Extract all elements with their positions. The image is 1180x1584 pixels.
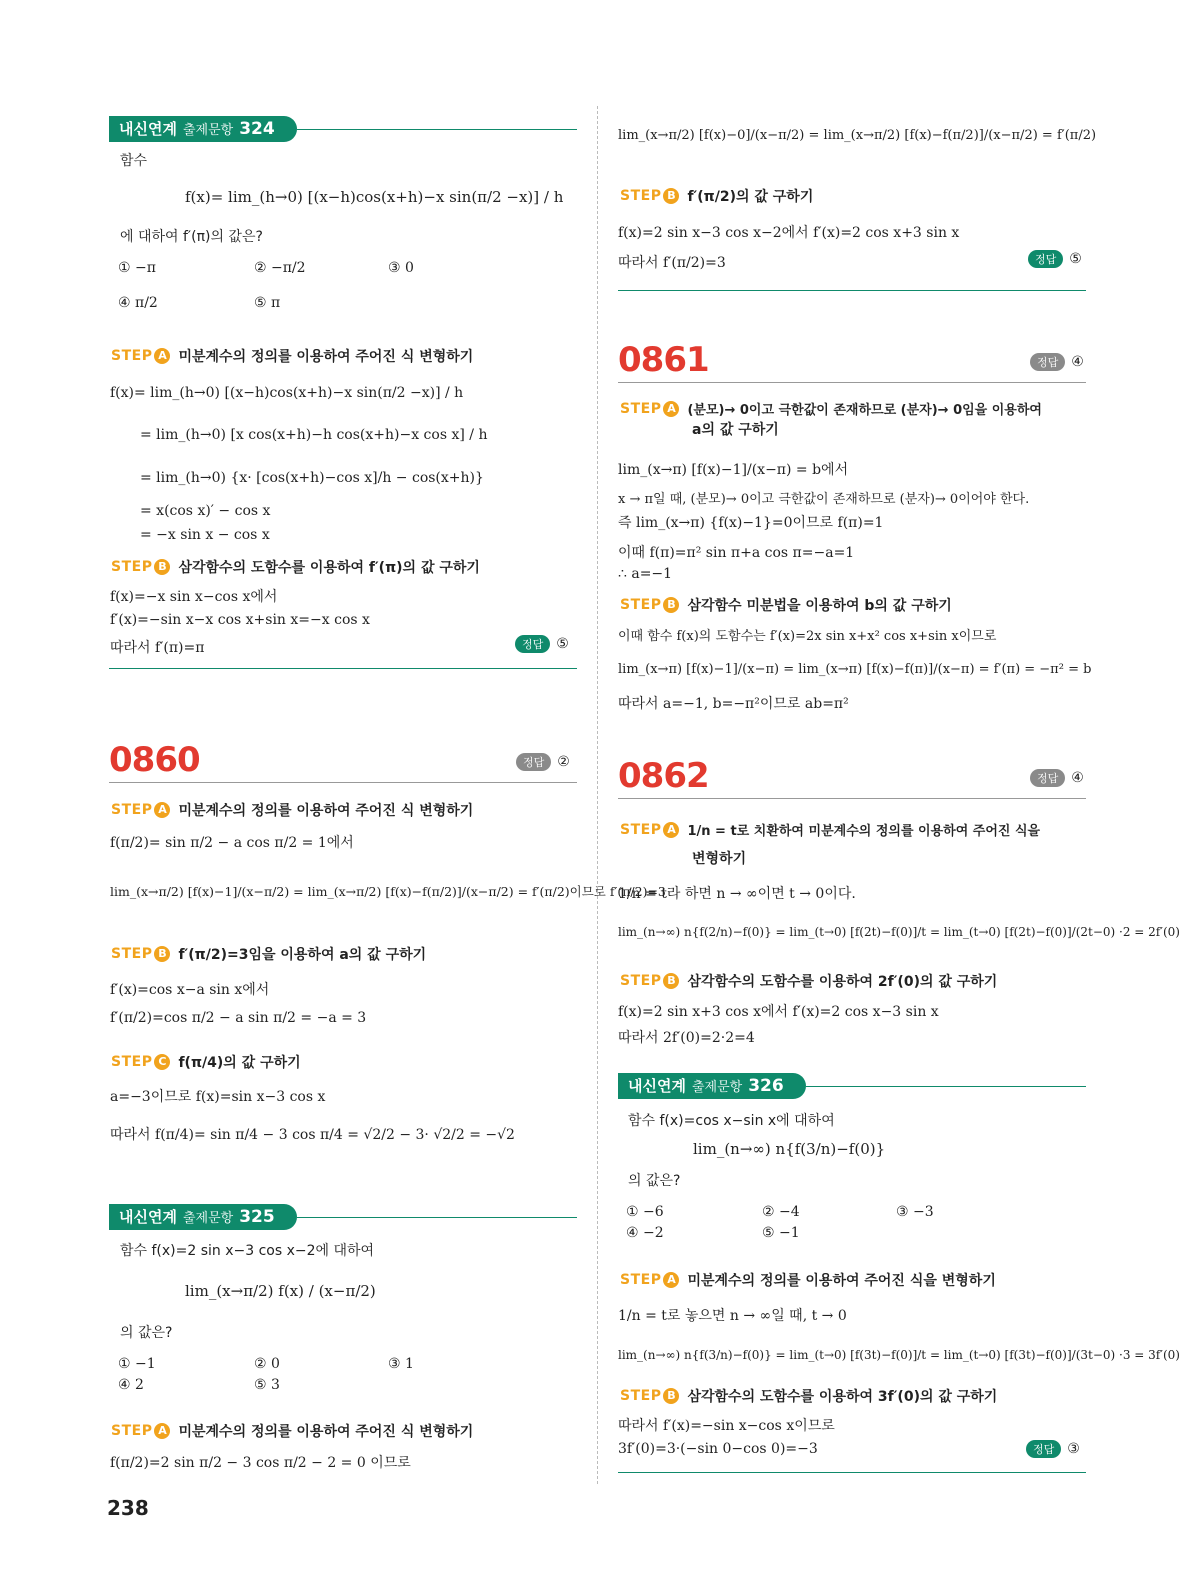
step-title: f′(π/2)의 값 구하기 (687, 189, 814, 205)
step-title: 1/n = t로 치환하여 미분계수의 정의를 이용하여 주어진 식을 (687, 824, 1041, 839)
choice-5[interactable]: ⑤ −1 (762, 1225, 800, 1241)
choice-3[interactable]: ③ 1 (388, 1356, 414, 1372)
answer-value: ② (557, 754, 570, 770)
solution-line: lim_(x→π/2) [f(x)−0]/(x−π/2) = lim_(x→π/2) [f(x)−f(π/2)]/(x−π/2) = f′(π/2) (618, 128, 1097, 143)
solution-line: = −x sin x − cos x (140, 527, 270, 543)
question-text: 함수 (120, 153, 148, 169)
banner-rule (806, 1086, 1086, 1087)
problem-326-banner (618, 1073, 1086, 1099)
step-badge: B (663, 597, 679, 613)
question-text: 함수 f(x)=cos x−sin x에 대하여 (628, 1113, 835, 1129)
banner-title: 내신연계 (119, 1208, 177, 1226)
banner-rule (297, 1217, 577, 1218)
solution-line: f(x)=2 sin x−3 cos x−2에서 f′(x)=2 cos x+3 sin x (618, 225, 960, 241)
question-formula: lim_(x→π/2) f(x) / (x−π/2) (185, 1282, 376, 1300)
step-b-heading: STEP B 삼각함수의 도함수를 이용하여 f′(π)의 값 구하기 (111, 559, 480, 576)
solution-line: a=−3이므로 f(x)=sin x−3 cos x (110, 1089, 326, 1105)
choice-2[interactable]: ② 0 (254, 1356, 280, 1372)
step-title: (분모)→ 0이고 극한값이 존재하므로 (분자)→ 0임을 이용하여 (687, 403, 1042, 418)
problem-rule (109, 782, 577, 783)
answer-value: ③ (1067, 1441, 1080, 1457)
step-b-heading: STEP B f′(π/2)=3임을 이용하여 a의 값 구하기 (111, 946, 427, 963)
answer-badge (1030, 769, 1084, 787)
answer-label: 정답 (1026, 1440, 1061, 1458)
step-title-continued: 변형하기 (692, 851, 747, 867)
solution-line: f′(x)=cos x−a sin x에서 (110, 982, 270, 998)
answer-value: ⑤ (1069, 251, 1082, 267)
solution-line: lim_(n→∞) n{f(2/n)−f(0)} = lim_(t→0) [f(2t)−f(0)]/t = lim_(t→0) [f(2t)−f(0)]/(2t−0) ·2 = 2f′(0) (618, 925, 1180, 939)
problem-rule (618, 798, 1086, 799)
banner-subtitle: 출제문항 (182, 123, 234, 138)
answer-badge (1028, 250, 1082, 268)
step-badge: A (663, 822, 679, 838)
step-title-continued: a의 값 구하기 (692, 422, 779, 438)
choice-1[interactable]: ① −π (118, 260, 156, 276)
answer-label: 정답 (1030, 353, 1065, 371)
solution-line: 따라서 f′(π)=π (110, 640, 205, 656)
banner-tag (109, 116, 297, 142)
choice-4[interactable]: ④ −2 (626, 1225, 664, 1241)
solution-line: f(x)= lim_(h→0) [(x−h)cos(x+h)−x sin(π/2 −x)] / h (110, 385, 464, 401)
solution-line: lim_(x→π) [f(x)−1]/(x−π) = b에서 (618, 462, 849, 478)
solution-line: 따라서 f′(x)=−sin x−cos x이므로 (618, 1418, 835, 1434)
solution-line: f(π/2)=2 sin π/2 − 3 cos π/2 − 2 = 0 이므로 (110, 1455, 411, 1471)
banner-title: 내신연계 (119, 120, 177, 138)
solution-line: 따라서 f(π/4)= sin π/4 − 3 cos π/4 = √2/2 − 3· √2/2 = −√2 (110, 1127, 515, 1143)
step-badge: B (663, 188, 679, 204)
solution-line: ∴ a=−1 (618, 566, 673, 582)
choice-1[interactable]: ① −1 (118, 1356, 156, 1372)
answer-label: 정답 (1030, 769, 1065, 787)
step-title: 삼각함수의 도함수를 이용하여 2f′(0)의 값 구하기 (687, 974, 998, 990)
banner-tag (109, 1204, 297, 1230)
step-title: 삼각함수 미분법을 이용하여 b의 값 구하기 (687, 598, 952, 614)
choice-3[interactable]: ③ −3 (896, 1204, 934, 1220)
solution-line: f′(x)=−sin x−x cos x+sin x=−x cos x (110, 612, 370, 628)
section-divider (618, 290, 1086, 291)
question-text: 의 값은? (120, 1325, 173, 1341)
step-badge: A (154, 348, 170, 364)
section-divider (109, 668, 577, 669)
step-badge: A (154, 802, 170, 818)
choice-5[interactable]: ⑤ π (254, 295, 281, 311)
banner-number: 325 (239, 1207, 275, 1227)
problem-324-banner (109, 116, 577, 142)
answer-label: 정답 (515, 635, 550, 653)
solution-line: 3f′(0)=3·(−sin 0−cos 0)=−3 (618, 1441, 818, 1457)
step-badge: B (154, 559, 170, 575)
answer-value: ⑤ (556, 636, 569, 652)
question-text: 의 값은? (628, 1173, 681, 1189)
step-title: 삼각함수의 도함수를 이용하여 f′(π)의 값 구하기 (178, 560, 480, 576)
step-title: 미분계수의 정의를 이용하여 주어진 식 변형하기 (178, 1424, 474, 1440)
solution-line: lim_(n→∞) n{f(3/n)−f(0)} = lim_(t→0) [f(3t)−f(0)]/t = lim_(t→0) [f(3t)−f(0)]/(3t−0) ·3 = 3f′(0) (618, 1348, 1180, 1362)
answer-label: 정답 (516, 753, 551, 771)
banner-subtitle: 출제문항 (182, 1211, 234, 1226)
solution-line: = x(cos x)′ − cos x (140, 503, 271, 519)
choice-1[interactable]: ① −6 (626, 1204, 664, 1220)
question-formula: f(x)= lim_(h→0) [(x−h)cos(x+h)−x sin(π/2 −x)] / h (185, 188, 564, 206)
answer-badge (516, 753, 570, 771)
choice-2[interactable]: ② −4 (762, 1204, 800, 1220)
step-badge: A (663, 401, 679, 417)
solution-line: 따라서 a=−1, b=−π²이므로 ab=π² (618, 696, 849, 712)
step-b-heading: STEP B 삼각함수의 도함수를 이용하여 2f′(0)의 값 구하기 (620, 973, 998, 990)
step-badge: A (663, 1272, 679, 1288)
banner-number: 324 (239, 119, 275, 139)
solution-line: lim_(x→π/2) [f(x)−1]/(x−π/2) = lim_(x→π/2) [f(x)−f(π/2)]/(x−π/2) = f′(π/2)이므로 f′(π/2)=3 (110, 884, 666, 899)
section-divider (618, 1472, 1086, 1473)
answer-badge (1030, 353, 1084, 371)
answer-value: ④ (1071, 770, 1084, 786)
solution-line: = lim_(h→0) [x cos(x+h)−h cos(x+h)−x cos x] / h (140, 427, 488, 443)
choice-4[interactable]: ④ 2 (118, 1377, 144, 1393)
step-title: 미분계수의 정의를 이용하여 주어진 식을 변형하기 (687, 1273, 996, 1289)
step-b-heading: STEP B 삼각함수의 도함수를 이용하여 3f′(0)의 값 구하기 (620, 1388, 998, 1405)
step-a-heading: STEP A 미분계수의 정의를 이용하여 주어진 식 변형하기 (111, 802, 474, 819)
answer-badge (515, 635, 569, 653)
step-badge: A (154, 1423, 170, 1439)
solution-line: 따라서 f′(π/2)=3 (618, 255, 726, 271)
answer-label: 정답 (1028, 250, 1063, 268)
step-badge: B (663, 973, 679, 989)
page-number: 238 (107, 1496, 149, 1520)
solution-line: f′(π/2)=cos π/2 − a sin π/2 = −a = 3 (110, 1010, 367, 1026)
solution-line: 1/n = t라 하면 n → ∞이면 t → 0이다. (618, 886, 856, 902)
step-a-heading: STEP A (분모)→ 0이고 극한값이 존재하므로 (분자)→ 0임을 이용하여 (620, 400, 1042, 418)
step-title: 삼각함수의 도함수를 이용하여 3f′(0)의 값 구하기 (687, 1389, 998, 1405)
step-title: f(π/4)의 값 구하기 (178, 1055, 301, 1071)
problem-number: 0862 (618, 756, 709, 796)
step-title: 미분계수의 정의를 이용하여 주어진 식 변형하기 (178, 803, 474, 819)
step-badge: B (154, 946, 170, 962)
choice-2[interactable]: ② −π/2 (254, 260, 306, 276)
choice-4[interactable]: ④ π/2 (118, 295, 158, 311)
step-badge: C (154, 1054, 170, 1070)
step-title: 미분계수의 정의를 이용하여 주어진 식 변형하기 (178, 349, 474, 365)
step-c-heading: STEP C f(π/4)의 값 구하기 (111, 1054, 301, 1071)
solution-line: 1/n = t로 놓으면 n → ∞일 때, t → 0 (618, 1308, 847, 1324)
banner-title: 내신연계 (628, 1077, 686, 1095)
solution-line: = lim_(h→0) {x· [cos(x+h)−cos x]/h − cos(x+h)} (140, 470, 484, 486)
banner-rule (297, 129, 577, 130)
solution-line: x → π일 때, (분모)→ 0이고 극한값이 존재하므로 (분자)→ 0이어야 한다. (618, 492, 1030, 507)
solution-line: lim_(x→π) [f(x)−1]/(x−π) = lim_(x→π) [f(x)−f(π)]/(x−π) = f′(π) = −π² = b (618, 662, 1092, 677)
solution-line: 즉 lim_(x→π) {f(x)−1}=0이므로 f(π)=1 (618, 515, 884, 531)
solution-line: 따라서 2f′(0)=2·2=4 (618, 1030, 755, 1046)
solution-line: f(π/2)= sin π/2 − a cos π/2 = 1에서 (110, 835, 354, 851)
step-badge: B (663, 1388, 679, 1404)
banner-tag (618, 1073, 806, 1099)
step-a-heading: STEP A 1/n = t로 치환하여 미분계수의 정의를 이용하여 주어진 식을 (620, 821, 1041, 839)
step-a-heading: STEP A 미분계수의 정의를 이용하여 주어진 식 변형하기 (111, 1423, 474, 1440)
column-divider (597, 106, 598, 1484)
solution-line: 이때 함수 f(x)의 도함수는 f′(x)=2x sin x+x² cos x+sin x이므로 (618, 629, 997, 644)
step-title: f′(π/2)=3임을 이용하여 a의 값 구하기 (178, 947, 427, 963)
problem-rule (618, 382, 1086, 383)
choice-5[interactable]: ⑤ 3 (254, 1377, 280, 1393)
step-b-heading: STEP B f′(π/2)의 값 구하기 (620, 188, 814, 205)
answer-value: ④ (1071, 354, 1084, 370)
problem-number: 0860 (109, 740, 200, 780)
problem-number: 0861 (618, 340, 709, 380)
step-a-heading: STEP A 미분계수의 정의를 이용하여 주어진 식을 변형하기 (620, 1272, 996, 1289)
banner-number: 326 (748, 1076, 784, 1096)
answer-badge (1026, 1440, 1080, 1458)
solution-line: f(x)=2 sin x+3 cos x에서 f′(x)=2 cos x−3 sin x (618, 1004, 939, 1020)
question-formula: lim_(n→∞) n{f(3/n)−f(0)} (693, 1140, 886, 1158)
step-a-heading: STEP A 미분계수의 정의를 이용하여 주어진 식 변형하기 (111, 348, 474, 365)
banner-subtitle: 출제문항 (691, 1080, 743, 1095)
choice-3[interactable]: ③ 0 (388, 260, 414, 276)
solution-line: 이때 f(π)=π² sin π+a cos π=−a=1 (618, 545, 855, 561)
step-b-heading: STEP B 삼각함수 미분법을 이용하여 b의 값 구하기 (620, 597, 952, 614)
question-text: 에 대하여 f′(π)의 값은? (120, 229, 263, 245)
question-text: 함수 f(x)=2 sin x−3 cos x−2에 대하여 (120, 1243, 375, 1259)
problem-325-banner (109, 1204, 577, 1230)
solution-line: f(x)=−x sin x−cos x에서 (110, 589, 278, 605)
